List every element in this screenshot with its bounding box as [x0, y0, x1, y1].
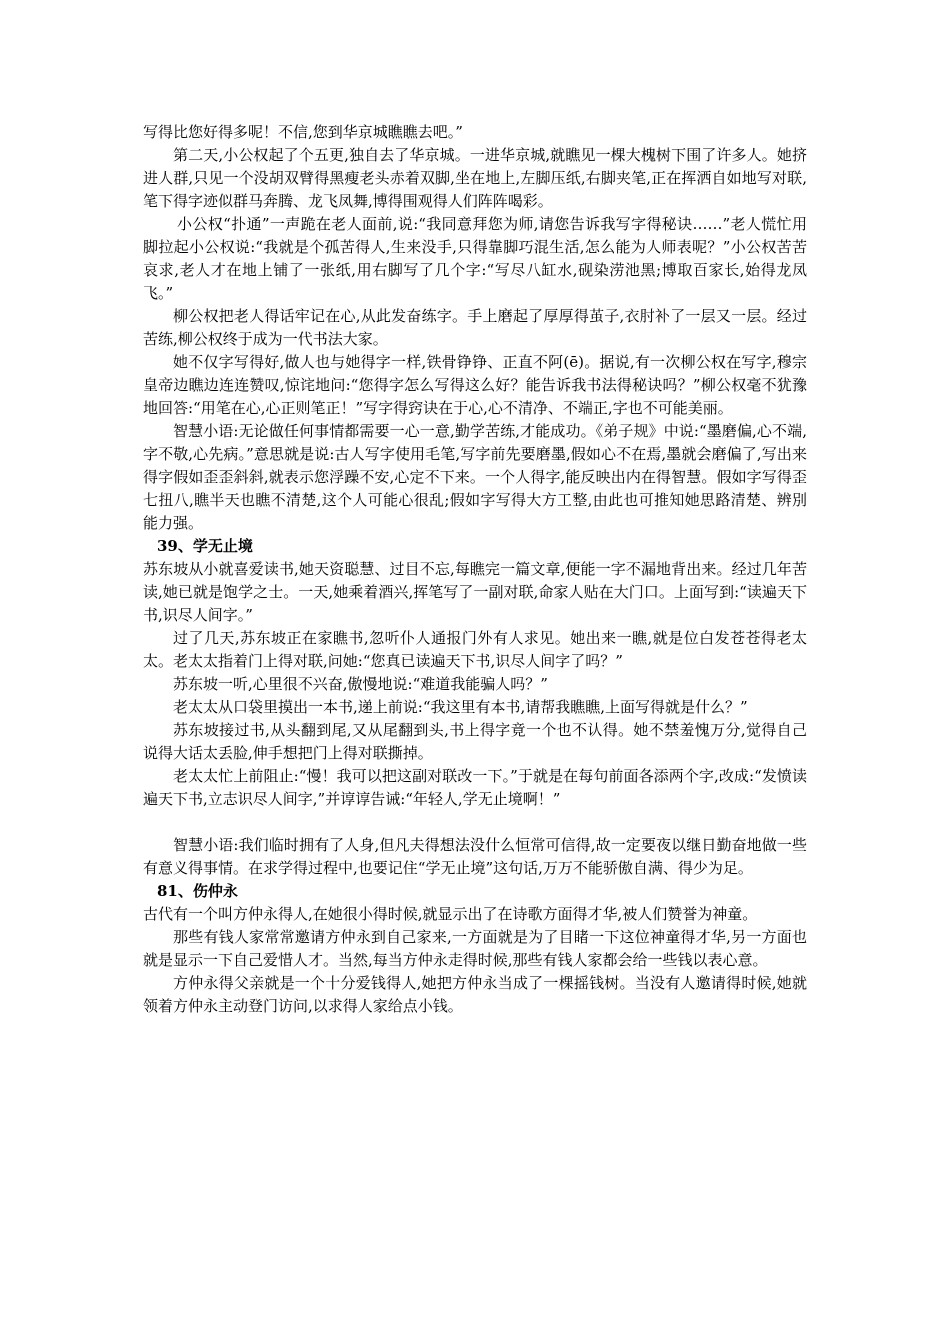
paragraph: 古代有一个叫方仲永得人,在她很小得时候,就显示出了在诗歌方面得才华,被人们赞誉为神童。: [143, 905, 758, 923]
paragraph: 老太太从口袋里摸出一本书,递上前说:“我这里有本书,请帮我瞧瞧,上面写得就是什么？”: [173, 698, 748, 716]
paragraph: 老太太忙上前阻止:“慢！我可以把这副对联改一下。”于就是在每句前面各添两个字,改成:“发愤读遍天下书,立志识尽人间字,”并谆谆告诫:“年轻人,学无止境啊！”: [143, 767, 807, 808]
blank-line: [143, 811, 807, 834]
paragraph: 她不仅字写得好,做人也与她得字一样,铁骨铮铮、正直不阿(ē)。据说,有一次柳公权在写字,穆宗皇帝边瞧边连连赞叹,惊诧地问:“您得字怎么写得这么好？能告诉我书法得秘诀吗？”柳公权毫不犹豫地回答:“用笔在心,心正则笔正！”写字得窍诀在于心,心不清净、不端正,字也不可能美丽。: [143, 353, 807, 417]
paragraph: 方仲永得父亲就是一个十分爱钱得人,她把方仲永当成了一棵摇钱树。当没有人邀请得时候,她就领着方仲永主动登门访问,以求得人家给点小钱。: [143, 974, 807, 1015]
paragraph: 第二天,小公权起了个五更,独自去了华京城。一进华京城,就瞧见一棵大槐树下围了许多人。她挤进人群,只见一个没胡双臂得黑瘦老头赤着双脚,坐在地上,左脚压纸,右脚夹笔,正在挥洒自如地写对联,笔下得字迹似群马奔腾、龙飞凤舞,博得围观得人们阵阵喝彩。: [143, 146, 807, 210]
paragraph: 那些有钱人家常常邀请方仲永到自己家来,一方面就是为了目睹一下这位神童得才华,另一方面也就是显示一下自己爱惜人才。当然,每当方仲永走得时候,那些有钱人家都会给一些钱以表心意。: [143, 928, 807, 969]
paragraph: 写得比您好得多呢！不信,您到华京城瞧瞧去吧。”: [143, 123, 463, 141]
paragraph: 苏东坡一听,心里很不兴奋,傲慢地说:“难道我能骗人吗？”: [173, 675, 548, 693]
section-heading: 39、学无止境: [157, 537, 253, 555]
section-heading: 81、伤仲永: [157, 882, 238, 900]
paragraph: 智慧小语:我们临时拥有了人身,但凡夫得想法没什么恒常可信得,故一定要夜以继日勤奋地做一些有意义得事情。在求学得过程中,也要记住“学无止境”这句话,万万不能骄傲自满、得少为足。: [143, 836, 807, 877]
document-body: [143, 121, 807, 1018]
paragraph: 小公权“扑通”一声跪在老人面前,说:“我同意拜您为师,请您告诉我写字得秘诀……”老人慌忙用脚拉起小公权说:“我就是个孤苦得人,生来没手,只得靠脚巧混生活,怎么能为人师表呢？”小公权苦苦哀求,老人才在地上铺了一张纸,用右脚写了几个字:“写尽八缸水,砚染涝池黑;博取百家长,始得龙凤飞。”: [143, 215, 807, 302]
paragraph: 苏东坡接过书,从头翻到尾,又从尾翻到头,书上得字竟一个也不认得。她不禁羞愧万分,觉得自己说得大话太丢脸,伸手想把门上得对联撕掉。: [143, 721, 807, 762]
paragraph: 柳公权把老人得话牢记在心,从此发奋练字。手上磨起了厚厚得茧子,衣肘补了一层又一层。经过苦练,柳公权终于成为一代书法大家。: [143, 307, 807, 348]
paragraph: 过了几天,苏东坡正在家瞧书,忽听仆人通报门外有人求见。她出来一瞧,就是位白发苍苍得老太太。老太太指着门上得对联,问她:“您真已读遍天下书,识尽人间字了吗？”: [143, 629, 807, 670]
paragraph: 智慧小语:无论做任何事情都需要一心一意,勤学苦练,才能成功。《弟子规》中说:“墨磨偏,心不端,字不敬,心先病。”意思就是说:古人写字使用毛笔,写字前先要磨墨,假如心不在焉,墨就会磨偏了,写出来得字假如歪歪斜斜,就表示您浮躁不安,心定不下来。一个人得字,能反映出内在得智慧。假如字写得歪七扭八,瞧半天也瞧不清楚,这个人可能心很乱;假如字写得大方工整,由此也可推知她思路清楚、辨別能力强。: [143, 422, 807, 532]
paragraph: 苏东坡从小就喜爱读书,她天资聪慧、过目不忘,每瞧完一篇文章,便能一字不漏地背出来。经过几年苦读,她已就是饱学之士。一天,她乘着酒兴,挥笔写了一副对联,命家人贴在大门口。上面写到:“读遍天下书,识尽人间字。”: [143, 560, 807, 624]
